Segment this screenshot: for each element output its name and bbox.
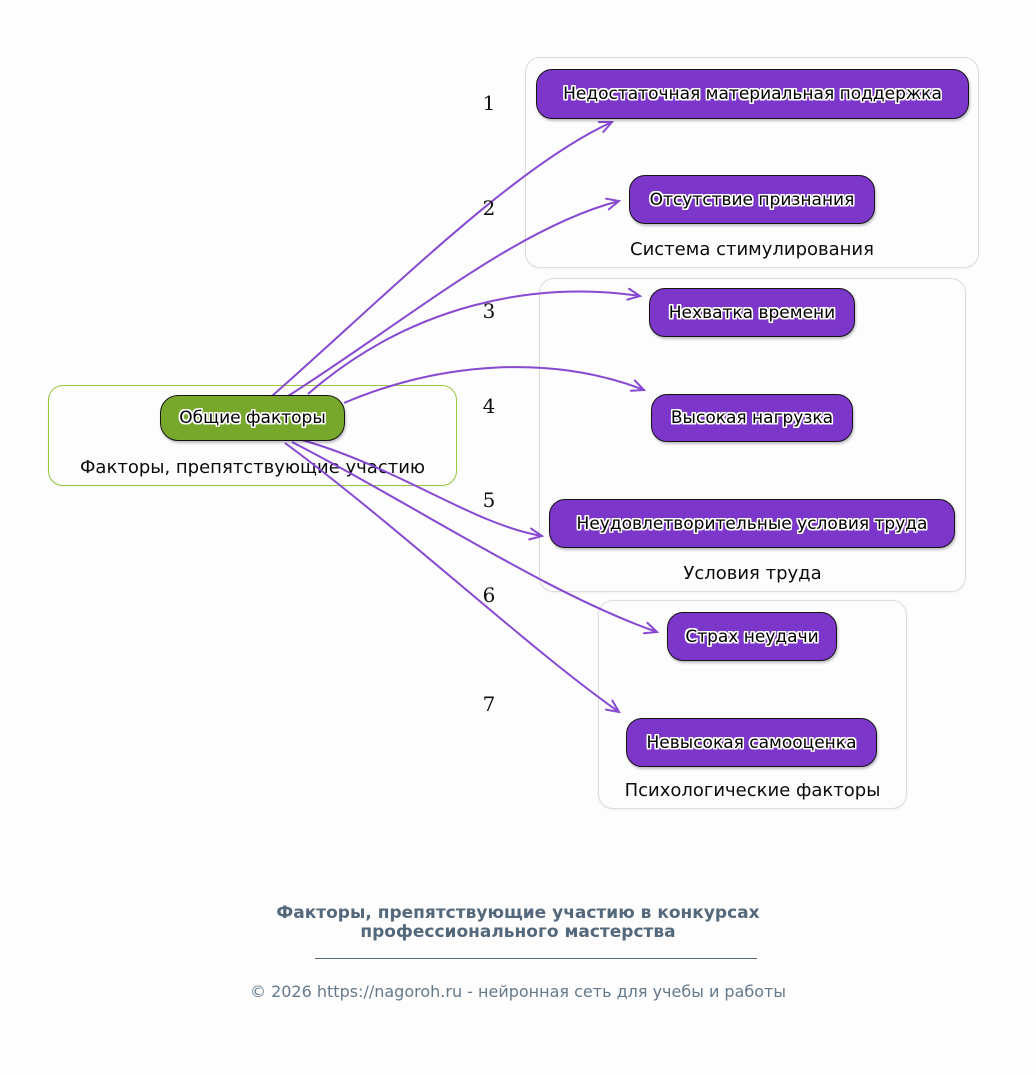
node-low-self-esteem: Невысокая самооценка bbox=[626, 718, 877, 767]
footer-title-line1: Факторы, препятствующие участию в конкурсах bbox=[276, 903, 760, 923]
node-fear-of-failure: Страх неудачи bbox=[667, 612, 837, 661]
edge-label-6: 6 bbox=[482, 583, 496, 607]
edge-label-7: 7 bbox=[482, 692, 496, 716]
edge-label-4: 4 bbox=[482, 394, 496, 418]
edge-label-2: 2 bbox=[482, 196, 496, 220]
cluster-psychological-factors-label: Психологические факторы bbox=[624, 780, 881, 801]
node-unsatisfactory-work-conditions: Неудовлетворительные условия труда bbox=[549, 499, 955, 548]
node-lack-of-time: Нехватка времени bbox=[649, 288, 855, 337]
cluster-work-conditions-label: Условия труда bbox=[683, 563, 822, 584]
edge-label-5: 5 bbox=[482, 488, 496, 512]
node-high-workload: Высокая нагрузка bbox=[651, 394, 853, 442]
cluster-stimulation-system-label: Система стимулирования bbox=[630, 239, 874, 260]
footer-title bbox=[0, 904, 1036, 942]
node-lack-of-recognition: Отсутствие признания bbox=[629, 175, 875, 224]
cluster-root-label: Факторы, препятствующие участию bbox=[79, 457, 426, 478]
footer-divider bbox=[315, 958, 757, 959]
footer-copyright: © 2026 https://nagoroh.ru - нейронная сеть для учебы и работы bbox=[249, 982, 786, 1001]
footer-title-line2: профессионального мастерства bbox=[360, 922, 676, 942]
node-insufficient-material-support: Недостаточная материальная поддержка bbox=[536, 69, 969, 119]
edge-label-1: 1 bbox=[482, 91, 496, 115]
node-general-factors: Общие факторы bbox=[160, 395, 345, 441]
edge-label-3: 3 bbox=[482, 299, 496, 323]
